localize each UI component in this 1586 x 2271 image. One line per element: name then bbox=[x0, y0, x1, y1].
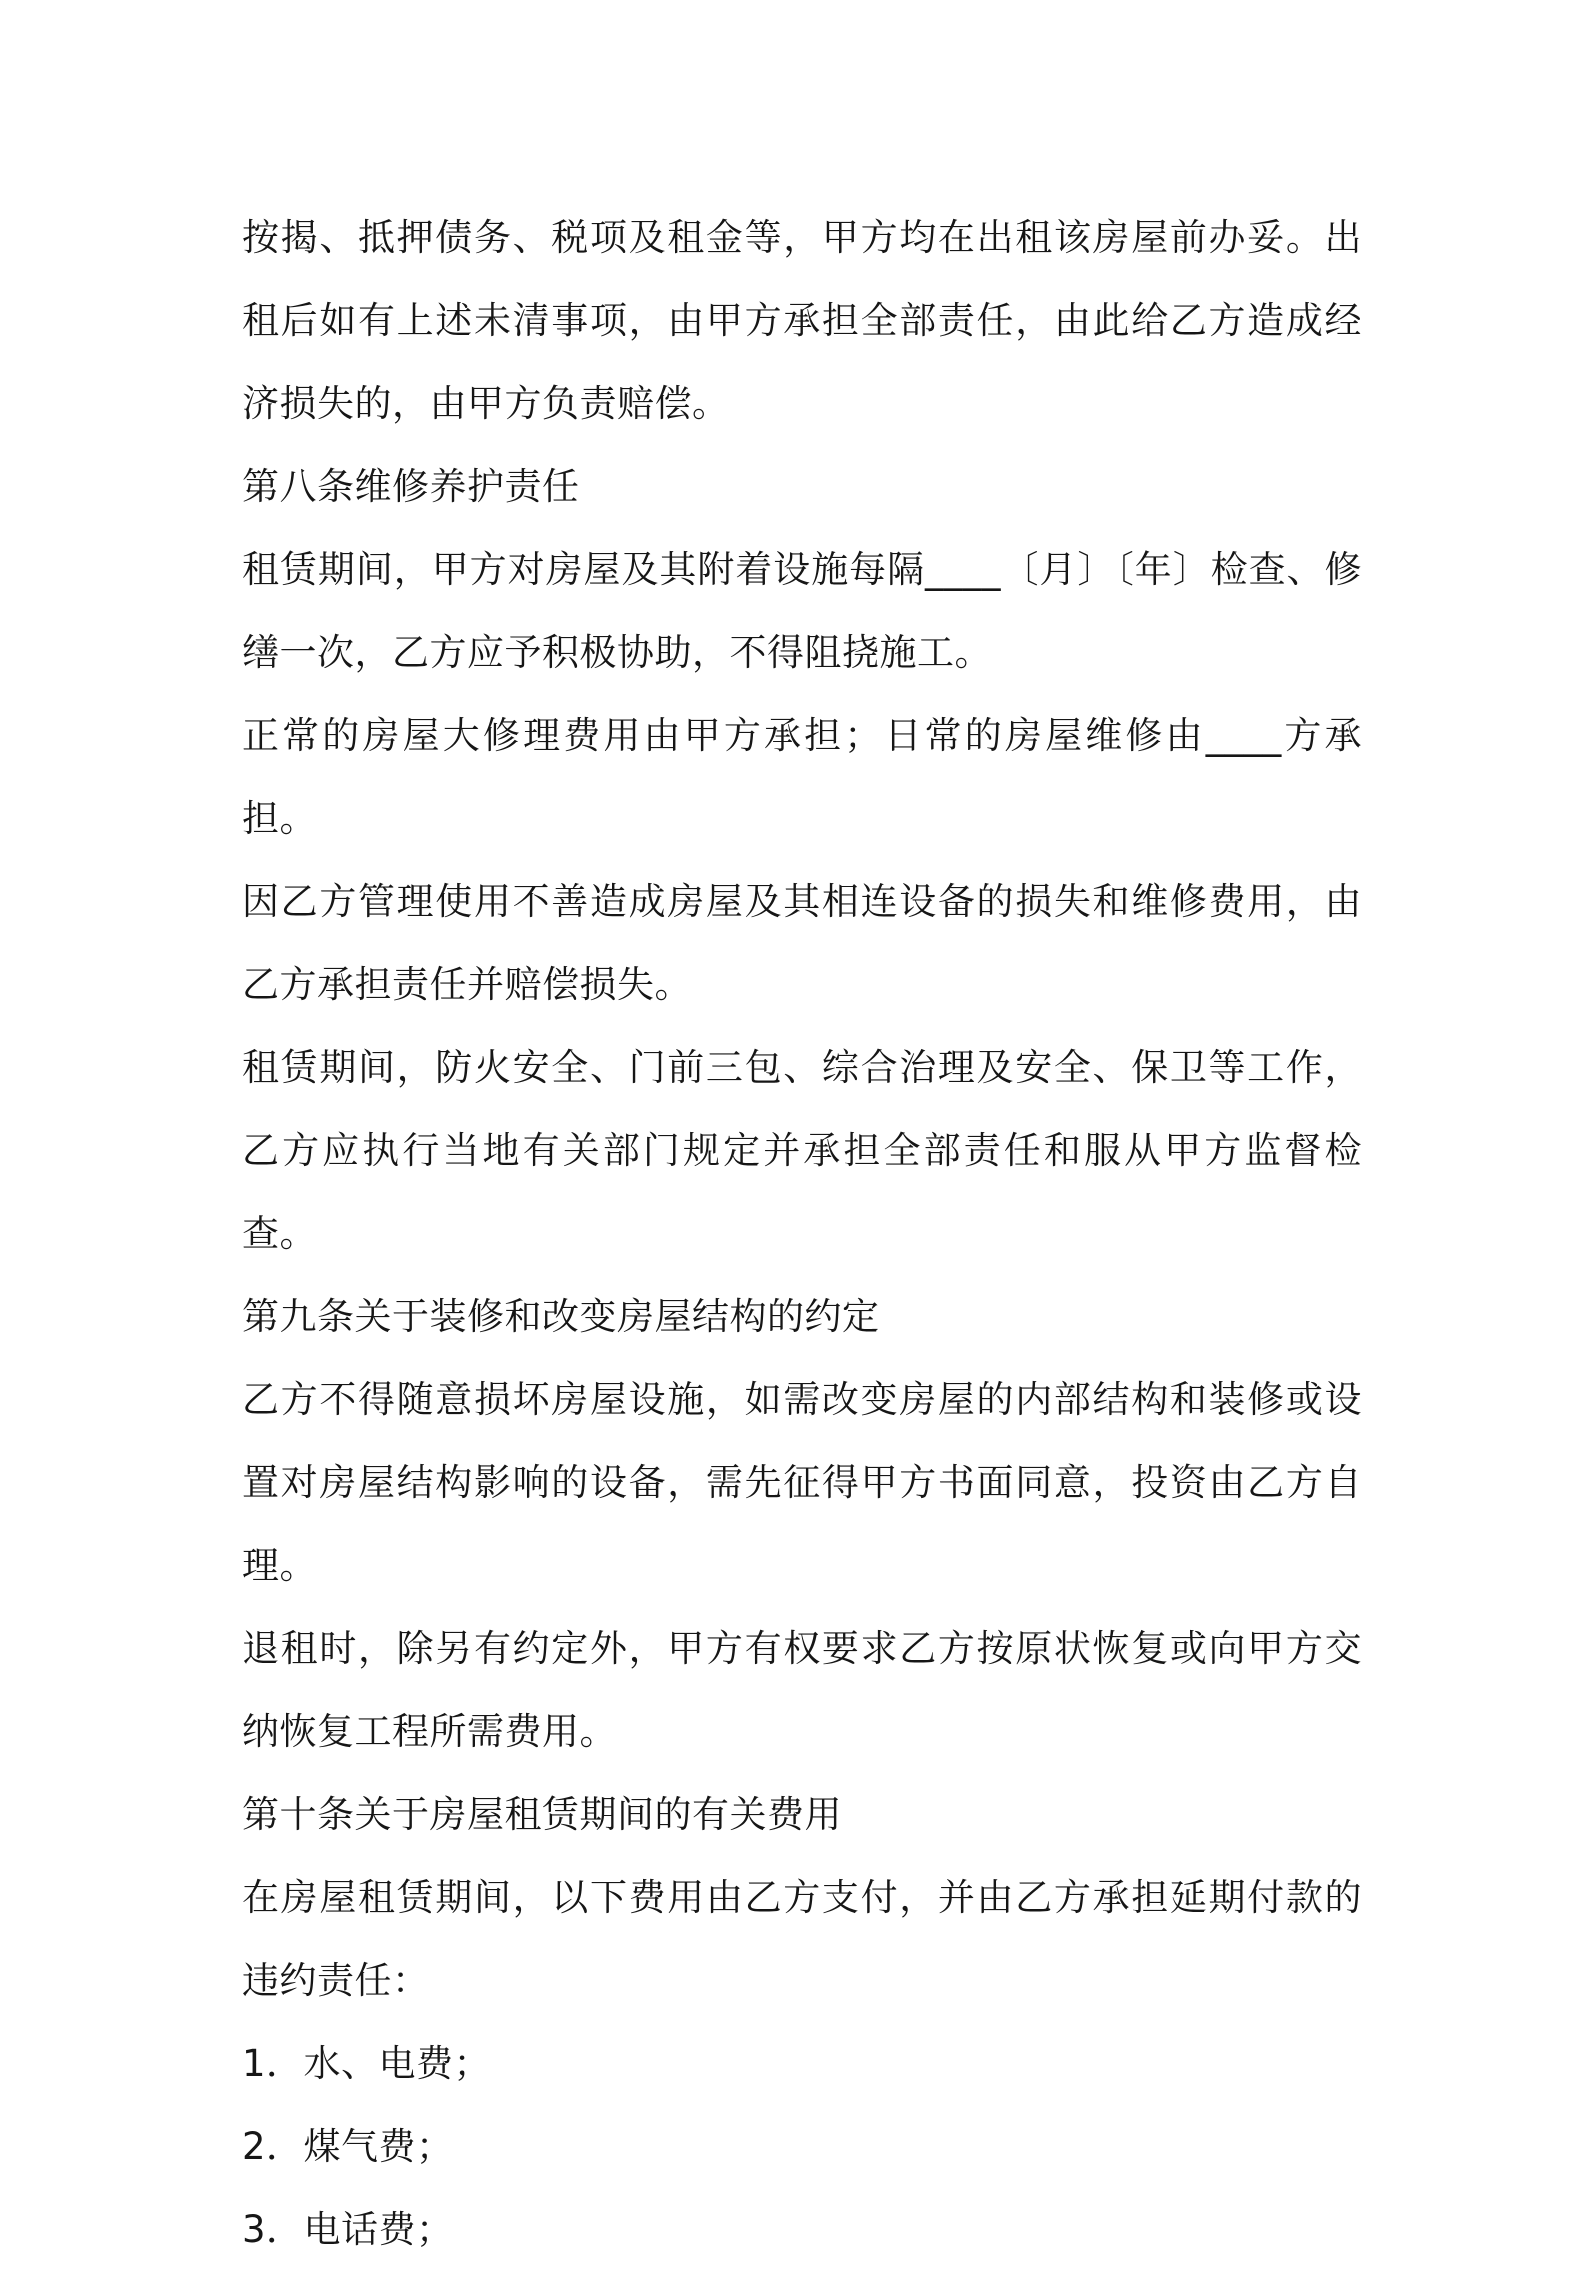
list-item-telephone: 3．电话费； bbox=[242, 2208, 454, 2251]
paragraph-restoration: 退租时，除另有约定外，甲方有权要求乙方按原状恢复或向甲方交纳恢复工程所需费用。 bbox=[242, 1627, 1362, 1753]
heading-article-9: 第九条关于装修和改变房屋结构的约定 bbox=[242, 1295, 880, 1338]
heading-article-8: 第八条维修养护责任 bbox=[242, 465, 580, 508]
list-item-gas: 2．煤气费； bbox=[242, 2125, 454, 2168]
document-body bbox=[242, 196, 1362, 2271]
paragraph-mortgage-clearance: 按揭、抵押债务、税项及租金等，甲方均在出租该房屋前办妥。出租后如有上述未清事项，由甲方承担全部责任，由此给乙方造成经济损失的，由甲方负责赔偿。 bbox=[242, 216, 1362, 425]
paragraph-inspection: 租赁期间，甲方对房屋及其附着设施每隔____〔月〕〔年〕检查、修缮一次，乙方应予积极协助，不得阻挠施工。 bbox=[242, 548, 1362, 674]
list-item-water-electricity: 1．水、电费； bbox=[242, 2042, 492, 2085]
paragraph-repair-costs: 正常的房屋大修理费用由甲方承担；日常的房屋维修由____方承担。 bbox=[242, 714, 1362, 840]
paragraph-fees-intro: 在房屋租赁期间，以下费用由乙方支付，并由乙方承担延期付款的违约责任： bbox=[242, 1876, 1362, 2002]
heading-article-10: 第十条关于房屋租赁期间的有关费用 bbox=[242, 1793, 842, 1836]
paragraph-damage-liability: 因乙方管理使用不善造成房屋及其相连设备的损失和维修费用，由乙方承担责任并赔偿损失。 bbox=[242, 880, 1362, 1006]
paragraph-renovation-consent: 乙方不得随意损坏房屋设施，如需改变房屋的内部结构和装修或设置对房屋结构影响的设备，需先征得甲方书面同意，投资由乙方自理。 bbox=[242, 1378, 1362, 1587]
paragraph-safety-duties: 租赁期间，防火安全、门前三包、综合治理及安全、保卫等工作，乙方应执行当地有关部门规定并承担全部责任和服从甲方监督检查。 bbox=[242, 1046, 1362, 1255]
